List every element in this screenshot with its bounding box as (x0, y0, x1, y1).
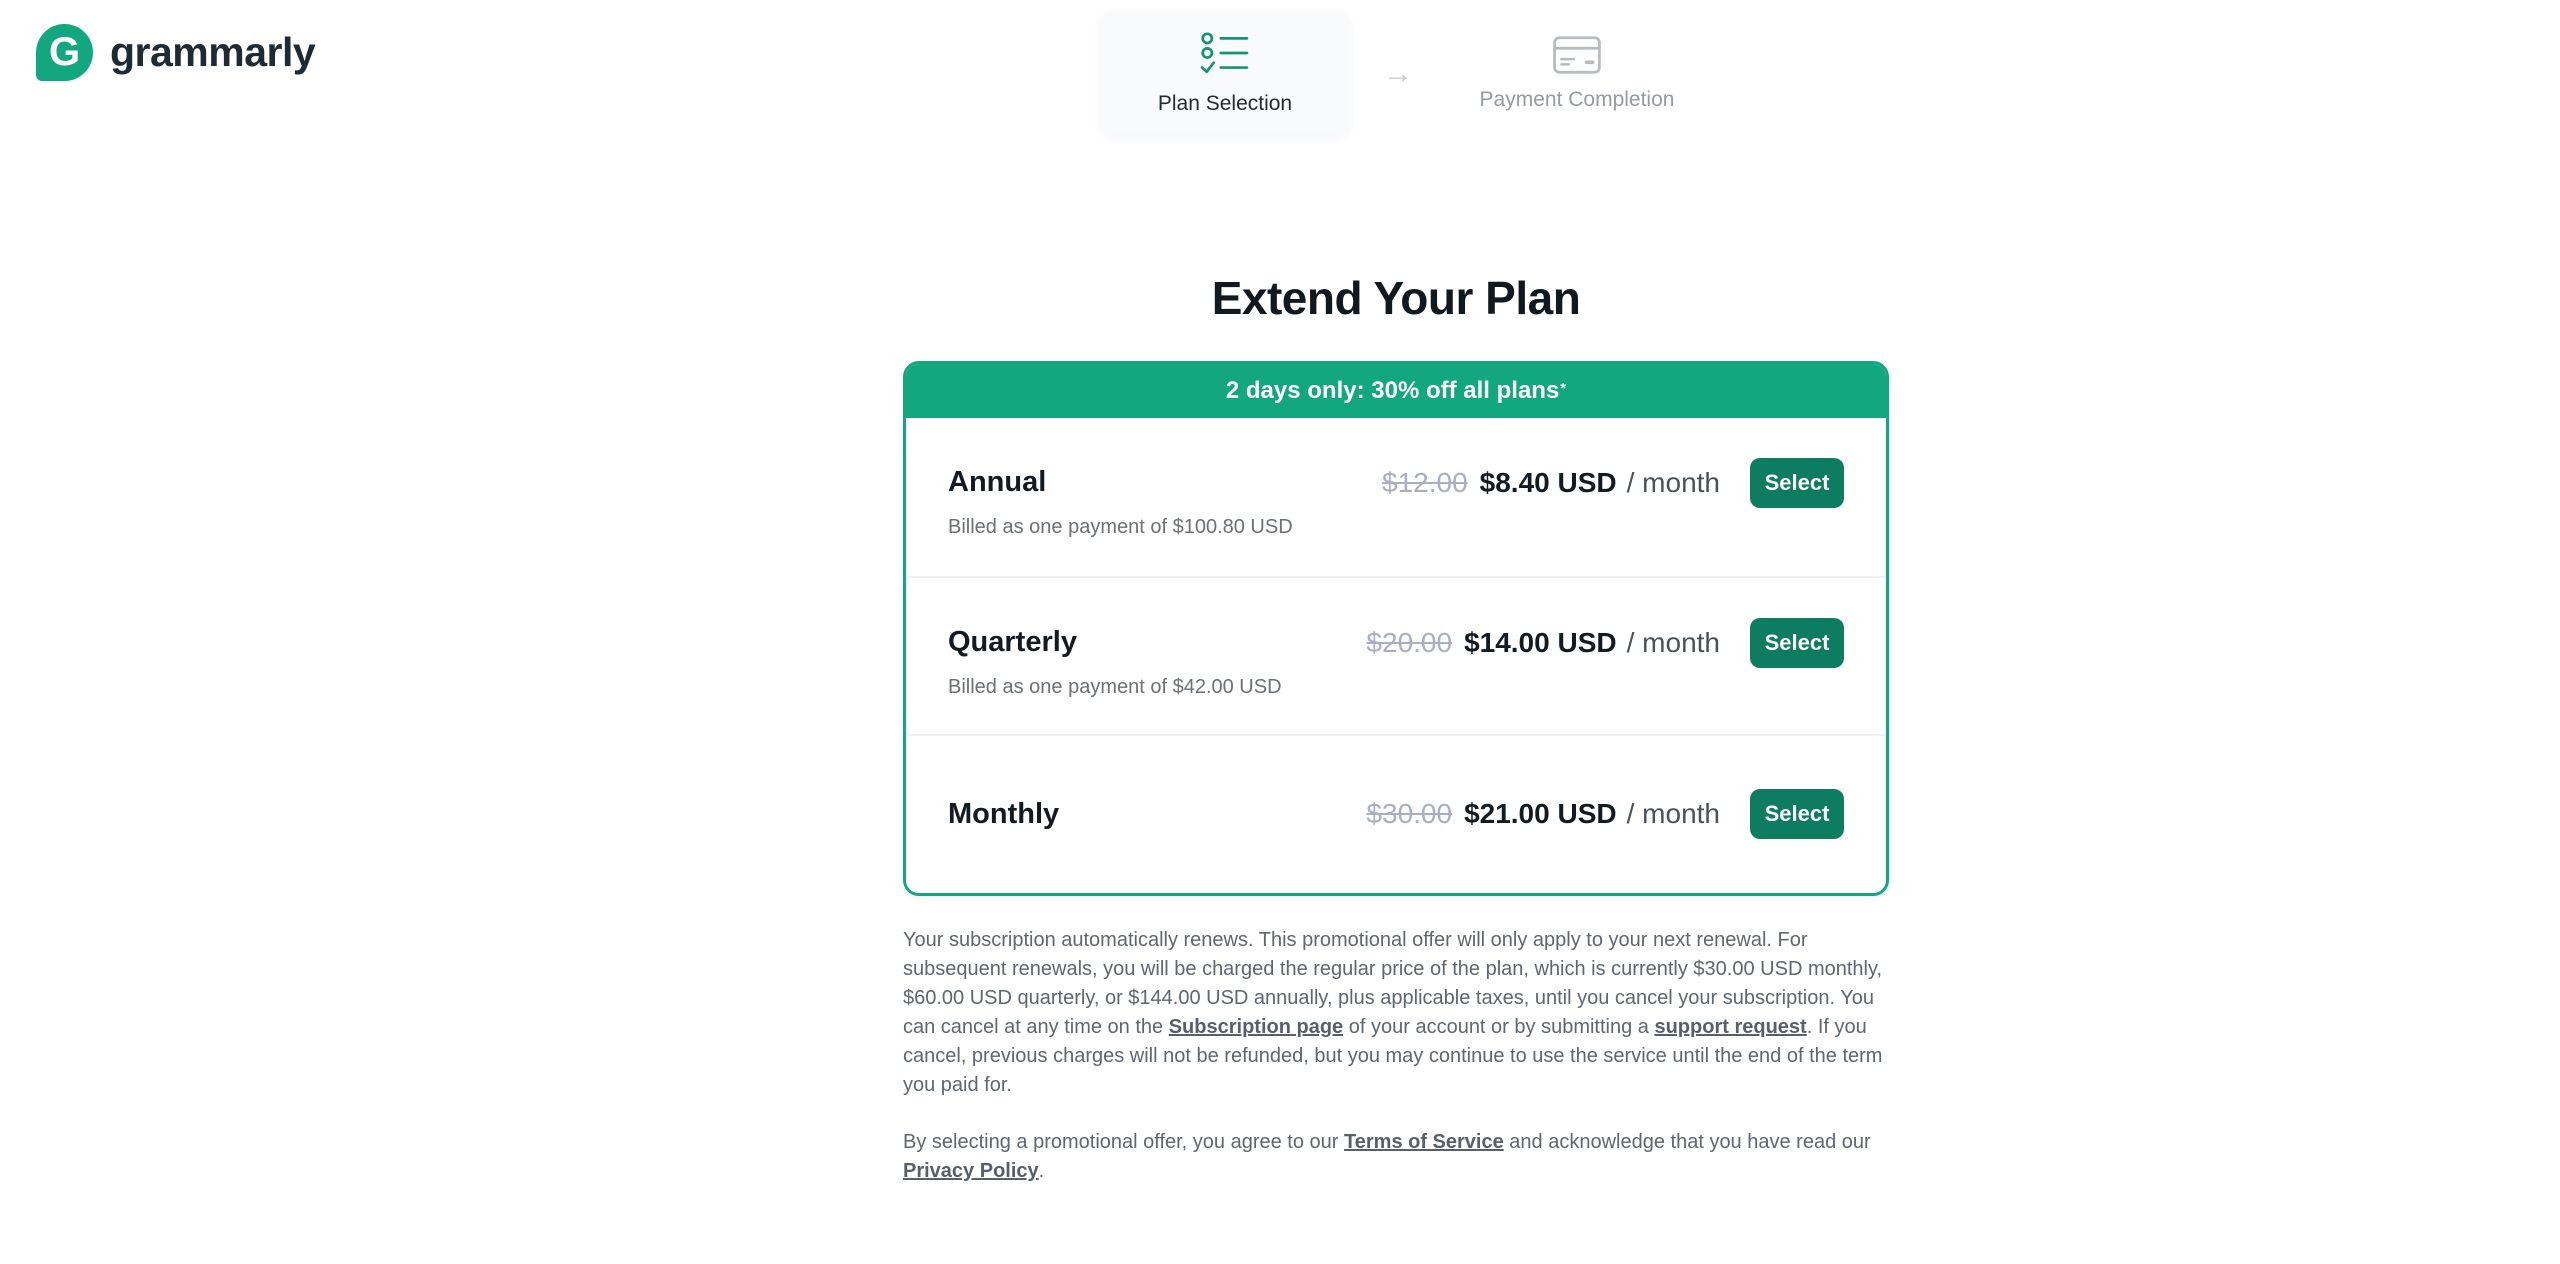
plan-price-period: / month (1626, 626, 1720, 658)
plan-billing-note: Billed as one payment of $100.80 USD (948, 515, 1293, 538)
renewal-terms-paragraph (903, 926, 1889, 1100)
plan-old-price: $30.00 (1366, 798, 1453, 830)
plan-price: $21.00 USD (1464, 798, 1617, 830)
step-label-payment-completion: Payment Completion (1479, 87, 1675, 111)
privacy-policy-link[interactable]: Privacy Policy (903, 1159, 1039, 1182)
plan-old-price: $12.00 (1382, 466, 1468, 498)
plan-row-quarterly (906, 576, 1886, 734)
plan-price-period: / month (1626, 798, 1720, 830)
plan-row-annual (906, 418, 1886, 576)
promo-banner-text: 2 days only: 30% off all plans (1225, 376, 1560, 404)
plan-name: Monthly (948, 798, 1060, 831)
legal-text: Your subscription automatically renews. This promotional offer will only apply to your next renewal. For subsequent renewals, you will be charged the regular price of the plan, which is currently $30.00 USD monthly, $60.00 USD quarterly, or $144.00 USD annually, plus applicable taxes, until you cancel your subscription. You can cancel at any time on the (903, 928, 1883, 1038)
credit-card-icon (1553, 36, 1601, 74)
legal-text: By selecting a promotional offer, you agree to our (903, 1130, 1345, 1153)
select-annual-button[interactable]: Select (1750, 458, 1844, 508)
plan-price-group (1366, 618, 1844, 668)
plan-name: Annual (948, 465, 1047, 498)
stepper-arrow-icon: → (1383, 56, 1413, 90)
plan-billing-note: Billed as one payment of $42.00 USD (948, 675, 1282, 698)
page-title: Extend Your Plan (1211, 272, 1581, 324)
checkout-stepper (1101, 12, 1707, 135)
agreement-paragraph (903, 1128, 1889, 1186)
plan-price-group (1366, 789, 1844, 839)
step-payment-completion (1447, 36, 1707, 112)
legal-text: and acknowledge that you have read our (1503, 1130, 1871, 1153)
plans-card (903, 361, 1889, 896)
logo-letter: G (48, 29, 81, 74)
select-monthly-button[interactable]: Select (1750, 789, 1844, 839)
grammarly-logo[interactable] (36, 24, 315, 81)
terms-of-service-link[interactable]: Terms of Service (1344, 1130, 1504, 1153)
plan-name: Quarterly (948, 625, 1077, 658)
support-request-link[interactable]: support request (1654, 1015, 1807, 1038)
legal-text: . (1038, 1159, 1045, 1182)
legal-disclaimer (903, 926, 1889, 1186)
step-plan-selection (1101, 12, 1349, 135)
brand-wordmark: grammarly (110, 29, 316, 75)
promo-asterisk: * (1560, 380, 1567, 398)
legal-text: of your account or by submitting a (1343, 1015, 1655, 1038)
plan-selection-main (903, 272, 1889, 1186)
legal-text: . If you cancel, previous charges will not be refunded, but you may continue to use the service until the end of the term you paid for. (903, 1015, 1883, 1096)
plan-price: $8.40 USD (1479, 466, 1617, 498)
plan-row-monthly (906, 734, 1886, 893)
plan-price-period: / month (1626, 466, 1720, 498)
subscription-page-link[interactable]: Subscription page (1168, 1015, 1344, 1038)
checklist-icon (1200, 31, 1250, 77)
step-label-plan-selection: Plan Selection (1157, 92, 1293, 115)
plan-price: $14.00 USD (1464, 626, 1617, 658)
select-quarterly-button[interactable]: Select (1750, 618, 1844, 668)
promo-banner (906, 364, 1886, 418)
plan-old-price: $20.00 (1366, 626, 1453, 658)
plan-price-group (1382, 458, 1844, 508)
grammarly-logo-icon (36, 24, 93, 81)
